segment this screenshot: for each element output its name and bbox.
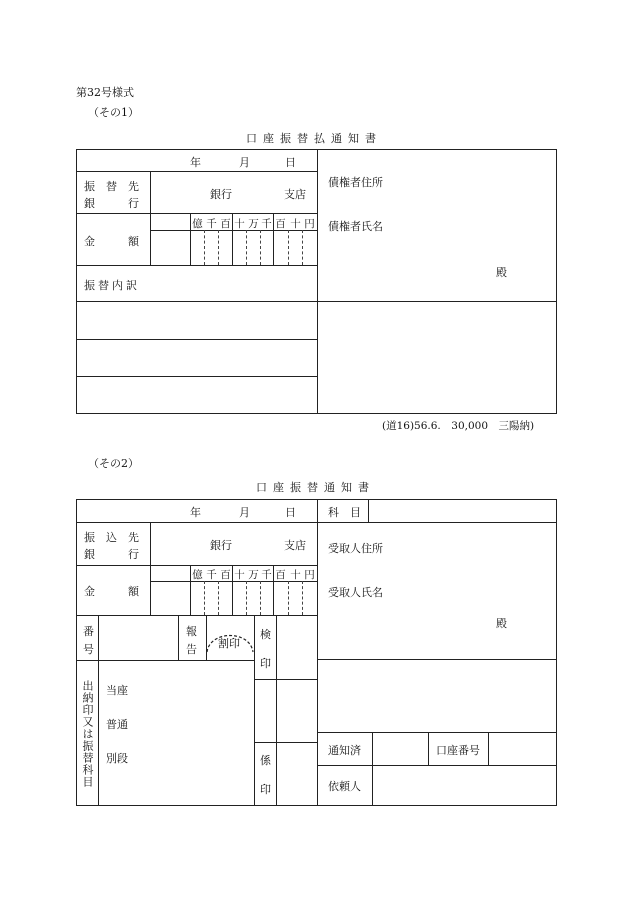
part1-digit: 円 bbox=[304, 218, 315, 230]
part2-amount-label: 金 額 bbox=[84, 585, 139, 598]
part2-digit: 十 bbox=[290, 569, 301, 581]
part1-digit: 十 bbox=[290, 218, 301, 230]
part1-divider bbox=[317, 149, 318, 414]
part2-report-label-2: 告 bbox=[186, 643, 197, 656]
part1-digit: 千 bbox=[206, 218, 217, 230]
part2-account-current: 当座 bbox=[106, 684, 128, 697]
part2-branch: 支店 bbox=[284, 539, 306, 552]
part1-bank: 銀行 bbox=[210, 188, 232, 201]
part1-digit: 百 bbox=[220, 218, 231, 230]
part1-bank-label-2: 銀 行 bbox=[84, 197, 139, 210]
part1-day-label: 日 bbox=[285, 156, 296, 169]
part2-subtitle: （その2） bbox=[88, 457, 139, 470]
part2-report-label-1: 報 bbox=[186, 625, 197, 638]
part1-bank-label-1: 振 替 先 bbox=[84, 180, 139, 193]
part2-clerk-label-2: 印 bbox=[260, 783, 271, 796]
part2-digit: 百 bbox=[275, 569, 286, 581]
part2-year-label: 年 bbox=[190, 506, 201, 519]
part2-inspect-label-2: 印 bbox=[260, 657, 271, 670]
part1-digit: 万 bbox=[248, 218, 259, 230]
part2-bank-label-2: 銀 行 bbox=[84, 548, 139, 561]
part1-creditor-address-label: 債権者住所 bbox=[328, 176, 383, 189]
part2-digit: 千 bbox=[261, 569, 272, 581]
part2-month-label: 月 bbox=[239, 506, 250, 519]
part1-amount-label: 金 額 bbox=[84, 235, 139, 248]
part2-account-ordinary: 普通 bbox=[106, 718, 128, 731]
part1-digit: 百 bbox=[275, 218, 286, 230]
part2-account-number-label: 口座番号 bbox=[436, 744, 480, 757]
part1-subtitle: （その1） bbox=[88, 106, 139, 119]
part1-month-label: 月 bbox=[239, 156, 250, 169]
part1-branch: 支店 bbox=[284, 188, 306, 201]
form-number: 第32号様式 bbox=[76, 86, 134, 99]
part2-digit: 円 bbox=[304, 569, 315, 581]
part1-title: 口座振替払通知書 bbox=[246, 132, 382, 145]
part2-digit: 万 bbox=[248, 569, 259, 581]
part2-digit: 千 bbox=[206, 569, 217, 581]
part1-year-label: 年 bbox=[190, 156, 201, 169]
part1-digit: 十 bbox=[234, 218, 245, 230]
part2-bank-label-1: 振 込 先 bbox=[84, 531, 139, 544]
part1-footnote: (道16)56.6. 30,000 三陽納) bbox=[382, 420, 535, 432]
part2-number-label-2: 号 bbox=[83, 643, 94, 656]
part2-number-label-1: 番 bbox=[83, 625, 94, 638]
part2-receiver-address-label: 受取人住所 bbox=[328, 542, 383, 555]
part2-clerk-label-1: 係 bbox=[260, 754, 271, 767]
part2-inspect-label-1: 検 bbox=[260, 628, 271, 641]
part1-digit: 千 bbox=[261, 218, 272, 230]
part1-digit: 億 bbox=[192, 218, 203, 230]
part2-digit: 十 bbox=[234, 569, 245, 581]
part1-honorific: 殿 bbox=[496, 266, 507, 279]
part2-bank: 銀行 bbox=[210, 539, 232, 552]
part2-receiver-name-label: 受取人氏名 bbox=[328, 586, 383, 599]
part1-creditor-name-label: 債権者氏名 bbox=[328, 220, 383, 233]
part2-notified-label: 通知済 bbox=[328, 744, 361, 757]
part2-honorific: 殿 bbox=[496, 617, 507, 630]
part2-digit: 億 bbox=[192, 569, 203, 581]
part2-day-label: 日 bbox=[285, 506, 296, 519]
part2-requester-label: 依頼人 bbox=[328, 780, 361, 793]
part2-tally-seal-label: 割印 bbox=[218, 637, 240, 650]
part2-account-subject-vertical: 出納印又は振替科目 bbox=[81, 680, 94, 788]
part2-title: 口座振替通知書 bbox=[256, 481, 375, 494]
part1-breakdown-label: 振替内訳 bbox=[84, 279, 140, 292]
part2-account-separate: 別段 bbox=[106, 752, 128, 765]
part2-subject-label: 科 目 bbox=[328, 506, 361, 519]
part2-digit: 百 bbox=[220, 569, 231, 581]
